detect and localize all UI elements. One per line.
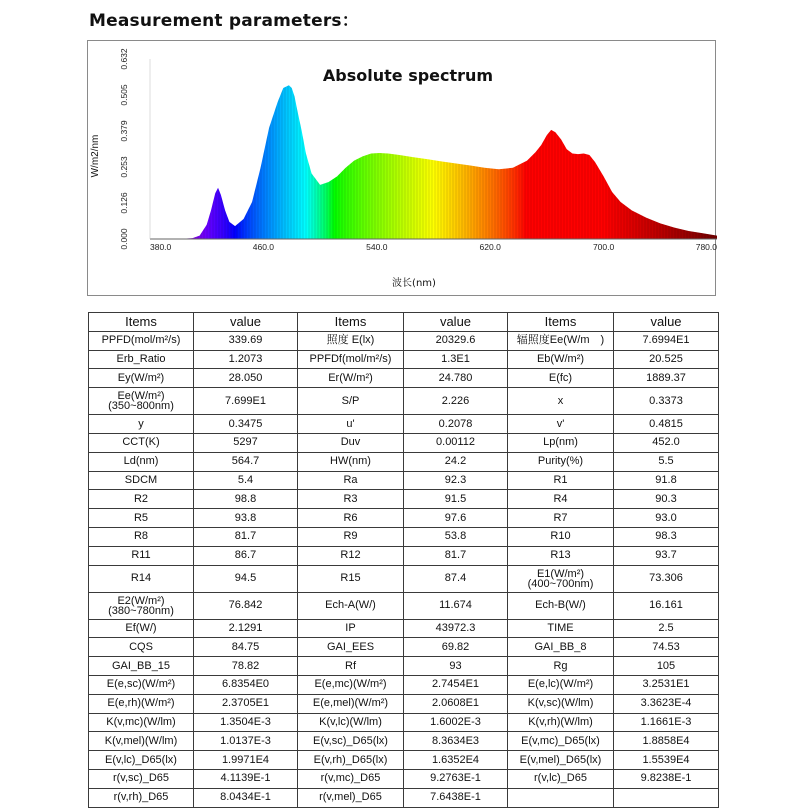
- param-value-cell: 28.050: [194, 369, 298, 388]
- param-name-cell: E(e,mel)(W/m²): [298, 694, 404, 713]
- table-header-cell: value: [404, 313, 508, 332]
- param-name-cell: Rg: [508, 657, 614, 676]
- param-name-cell: r(v,sc)_D65: [89, 769, 194, 788]
- y-tick-label: 0.126: [119, 192, 129, 214]
- param-name-cell: v': [508, 415, 614, 434]
- param-name-cell: K(v,rh)(W/lm): [508, 713, 614, 732]
- param-name-cell: R7: [508, 509, 614, 528]
- param-value-cell: [614, 788, 719, 807]
- param-name-cell: 照度 E(lx): [298, 331, 404, 350]
- param-name-cell: R3: [298, 490, 404, 509]
- param-value-cell: 97.6: [404, 509, 508, 528]
- param-name-cell: K(v,lc)(W/lm): [298, 713, 404, 732]
- param-name-cell: R10: [508, 527, 614, 546]
- param-value-cell: 2.5: [614, 619, 719, 638]
- param-name-cell: R15: [298, 565, 404, 592]
- param-name-cell: SDCM: [89, 471, 194, 490]
- table-row: [89, 788, 719, 807]
- param-value-cell: 91.5: [404, 490, 508, 509]
- param-name-cell: R1: [508, 471, 614, 490]
- spectrum-chart-panel: [87, 40, 716, 296]
- param-name-cell: Erb_Ratio: [89, 350, 194, 369]
- param-value-cell: 2.3705E1: [194, 694, 298, 713]
- param-name-cell: E(e,sc)(W/m²): [89, 675, 194, 694]
- param-value-cell: 86.7: [194, 546, 298, 565]
- param-name-cell: y: [89, 415, 194, 434]
- param-value-cell: 5.5: [614, 452, 719, 471]
- param-value-cell: 1.6002E-3: [404, 713, 508, 732]
- param-value-cell: 3.3623E-4: [614, 694, 719, 713]
- param-value-cell: 9.8238E-1: [614, 769, 719, 788]
- param-value-cell: 1.1661E-3: [614, 713, 719, 732]
- param-value-cell: 2.0608E1: [404, 694, 508, 713]
- param-name-cell: K(v,sc)(W/lm): [508, 694, 614, 713]
- x-tick-label: 620.0: [479, 242, 501, 252]
- param-value-cell: 564.7: [194, 452, 298, 471]
- param-name-cell: R9: [298, 527, 404, 546]
- param-name-cell: R14: [89, 565, 194, 592]
- y-tick-label: 0.632: [119, 48, 129, 70]
- x-tick-label: 700.0: [592, 242, 615, 252]
- param-value-cell: 0.00112: [404, 433, 508, 452]
- table-header-cell: Items: [508, 313, 614, 332]
- param-value-cell: 91.8: [614, 471, 719, 490]
- param-name-cell: R8: [89, 527, 194, 546]
- param-value-cell: 8.0434E-1: [194, 788, 298, 807]
- param-value-cell: 92.3: [404, 471, 508, 490]
- param-value-cell: 11.674: [404, 592, 508, 619]
- table-row: [89, 675, 719, 694]
- param-value-cell: 73.306: [614, 565, 719, 592]
- param-value-cell: 20329.6: [404, 331, 508, 350]
- param-name-cell: r(v,mc)_D65: [298, 769, 404, 788]
- param-name-cell: u': [298, 415, 404, 434]
- param-value-cell: 4.1139E-1: [194, 769, 298, 788]
- table-header-row: [89, 313, 719, 332]
- parameter-table: [88, 312, 719, 808]
- param-name-cell: Ef(W/): [89, 619, 194, 638]
- section-heading: Measurement parameters：: [89, 11, 359, 31]
- param-value-cell: 90.3: [614, 490, 719, 509]
- param-value-cell: 93.7: [614, 546, 719, 565]
- table-row: [89, 388, 719, 415]
- param-name-cell: Eb(W/m²): [508, 350, 614, 369]
- param-value-cell: 452.0: [614, 433, 719, 452]
- param-name-cell: E(v,mel)_D65(lx): [508, 751, 614, 770]
- table-header-cell: value: [614, 313, 719, 332]
- table-row: [89, 546, 719, 565]
- param-name-cell: GAI_BB_8: [508, 638, 614, 657]
- param-value-cell: 8.3634E3: [404, 732, 508, 751]
- param-name-cell: Ech-B(W/): [508, 592, 614, 619]
- table-row: [89, 369, 719, 388]
- param-value-cell: 93.8: [194, 509, 298, 528]
- param-name-cell: E(e,rh)(W/m²): [89, 694, 194, 713]
- param-value-cell: 5.4: [194, 471, 298, 490]
- param-name-cell: R6: [298, 509, 404, 528]
- param-name-cell: R2: [89, 490, 194, 509]
- table-row: [89, 732, 719, 751]
- param-name-cell: IP: [298, 619, 404, 638]
- table-row: [89, 452, 719, 471]
- param-name-cell: PPFDf(mol/m²/s): [298, 350, 404, 369]
- param-value-cell: 9.2763E-1: [404, 769, 508, 788]
- param-value-cell: 98.8: [194, 490, 298, 509]
- param-value-cell: 87.4: [404, 565, 508, 592]
- param-name-cell: TIME: [508, 619, 614, 638]
- param-name-cell: Ey(W/m²): [89, 369, 194, 388]
- table-header-cell: value: [194, 313, 298, 332]
- table-row: [89, 350, 719, 369]
- param-value-cell: 81.7: [404, 546, 508, 565]
- param-value-cell: 69.82: [404, 638, 508, 657]
- param-name-cell: Lp(nm): [508, 433, 614, 452]
- param-value-cell: 5297: [194, 433, 298, 452]
- param-value-cell: 105: [614, 657, 719, 676]
- table-row: [89, 694, 719, 713]
- table-row: [89, 619, 719, 638]
- param-value-cell: 43972.3: [404, 619, 508, 638]
- param-value-cell: 0.2078: [404, 415, 508, 434]
- param-name-cell: E(v,lc)_D65(lx): [89, 751, 194, 770]
- param-value-cell: 53.8: [404, 527, 508, 546]
- param-value-cell: 3.2531E1: [614, 675, 719, 694]
- table-row: [89, 769, 719, 788]
- param-value-cell: 84.75: [194, 638, 298, 657]
- table-row: [89, 527, 719, 546]
- param-value-cell: 1.5539E4: [614, 751, 719, 770]
- param-name-cell: Ee(W/m²)(350~800nm): [89, 388, 194, 415]
- chart-title: Absolute spectrum: [322, 66, 494, 85]
- param-value-cell: 0.4815: [614, 415, 719, 434]
- param-name-cell: R11: [89, 546, 194, 565]
- param-name-cell: S/P: [298, 388, 404, 415]
- param-value-cell: 74.53: [614, 638, 719, 657]
- param-name-cell: r(v,rh)_D65: [89, 788, 194, 807]
- param-value-cell: 7.699E1: [194, 388, 298, 415]
- param-name-cell: Rf: [298, 657, 404, 676]
- y-tick-label: 0.505: [119, 84, 129, 106]
- x-tick-label: 540.0: [366, 242, 388, 252]
- param-value-cell: 94.5: [194, 565, 298, 592]
- param-value-cell: 1.9971E4: [194, 751, 298, 770]
- param-name-cell: x: [508, 388, 614, 415]
- y-tick-label: 0.379: [119, 120, 129, 142]
- table-row: [89, 509, 719, 528]
- table-row: [89, 331, 719, 350]
- y-tick-label: 0.253: [119, 156, 129, 178]
- param-name-cell: K(v,mel)(W/lm): [89, 732, 194, 751]
- param-name-cell: r(v,mel)_D65: [298, 788, 404, 807]
- param-name-cell: Purity(%): [508, 452, 614, 471]
- param-value-cell: 1.6352E4: [404, 751, 508, 770]
- param-value-cell: 81.7: [194, 527, 298, 546]
- param-name-cell: R12: [298, 546, 404, 565]
- param-value-cell: 1.3504E-3: [194, 713, 298, 732]
- param-name-cell: E2(W/m²)(380~780nm): [89, 592, 194, 619]
- y-axis-label: W/m2/nm: [90, 134, 101, 178]
- param-value-cell: 16.161: [614, 592, 719, 619]
- param-value-cell: 20.525: [614, 350, 719, 369]
- param-value-cell: 7.6994E1: [614, 331, 719, 350]
- param-value-cell: 2.226: [404, 388, 508, 415]
- param-name-cell: E1(W/m²)(400~700nm): [508, 565, 614, 592]
- param-name-cell: E(v,mc)_D65(lx): [508, 732, 614, 751]
- table-row: [89, 592, 719, 619]
- param-name-cell: Duv: [298, 433, 404, 452]
- table-row: [89, 713, 719, 732]
- param-value-cell: 76.842: [194, 592, 298, 619]
- param-name-cell: E(fc): [508, 369, 614, 388]
- param-name-cell: HW(nm): [298, 452, 404, 471]
- spectrum-area: [150, 59, 717, 239]
- x-axis-label: 波长(nm): [392, 278, 436, 289]
- param-name-cell: E(e,mc)(W/m²): [298, 675, 404, 694]
- param-value-cell: 1.3E1: [404, 350, 508, 369]
- table-header-cell: Items: [89, 313, 194, 332]
- param-name-cell: R5: [89, 509, 194, 528]
- table-row: [89, 490, 719, 509]
- param-value-cell: 7.6438E-1: [404, 788, 508, 807]
- param-name-cell: Ech-A(W/): [298, 592, 404, 619]
- param-value-cell: 93.0: [614, 509, 719, 528]
- table-row: [89, 471, 719, 490]
- x-tick-label: 780.0: [695, 242, 717, 252]
- table-row: [89, 565, 719, 592]
- param-name-cell: Ld(nm): [89, 452, 194, 471]
- param-name-cell: CCT(K): [89, 433, 194, 452]
- param-name-cell: E(e,lc)(W/m²): [508, 675, 614, 694]
- param-name-cell: GAI_EES: [298, 638, 404, 657]
- param-value-cell: 1.0137E-3: [194, 732, 298, 751]
- spectrum-chart: [88, 41, 717, 297]
- param-name-cell: R13: [508, 546, 614, 565]
- param-value-cell: 1.8858E4: [614, 732, 719, 751]
- param-name-cell: E(v,sc)_D65(lx): [298, 732, 404, 751]
- x-tick-label: 380.0: [150, 242, 172, 252]
- table-header-cell: Items: [298, 313, 404, 332]
- param-value-cell: 78.82: [194, 657, 298, 676]
- table-row: [89, 657, 719, 676]
- param-value-cell: 6.8354E0: [194, 675, 298, 694]
- param-name-cell: PPFD(mol/m²/s): [89, 331, 194, 350]
- table-row: [89, 638, 719, 657]
- param-value-cell: 339.69: [194, 331, 298, 350]
- param-name-cell: 辐照度Ee(W/m ): [508, 331, 614, 350]
- param-name-cell: R4: [508, 490, 614, 509]
- param-value-cell: 2.7454E1: [404, 675, 508, 694]
- table-row: [89, 433, 719, 452]
- param-value-cell: 1.2073: [194, 350, 298, 369]
- x-tick-label: 460.0: [252, 242, 275, 252]
- param-name-cell: CQS: [89, 638, 194, 657]
- param-value-cell: 24.780: [404, 369, 508, 388]
- param-value-cell: 2.1291: [194, 619, 298, 638]
- param-name-cell: E(v,rh)_D65(lx): [298, 751, 404, 770]
- table-row: [89, 751, 719, 770]
- table-row: [89, 415, 719, 434]
- param-name-cell: r(v,lc)_D65: [508, 769, 614, 788]
- param-value-cell: 0.3373: [614, 388, 719, 415]
- param-name-cell: Er(W/m²): [298, 369, 404, 388]
- param-name-cell: Ra: [298, 471, 404, 490]
- param-value-cell: 93: [404, 657, 508, 676]
- param-name-cell: K(v,mc)(W/lm): [89, 713, 194, 732]
- param-value-cell: 24.2: [404, 452, 508, 471]
- param-value-cell: 1889.37: [614, 369, 719, 388]
- param-value-cell: 98.3: [614, 527, 719, 546]
- param-name-cell: [508, 788, 614, 807]
- y-tick-label: 0.000: [119, 228, 129, 250]
- param-name-cell: GAI_BB_15: [89, 657, 194, 676]
- param-value-cell: 0.3475: [194, 415, 298, 434]
